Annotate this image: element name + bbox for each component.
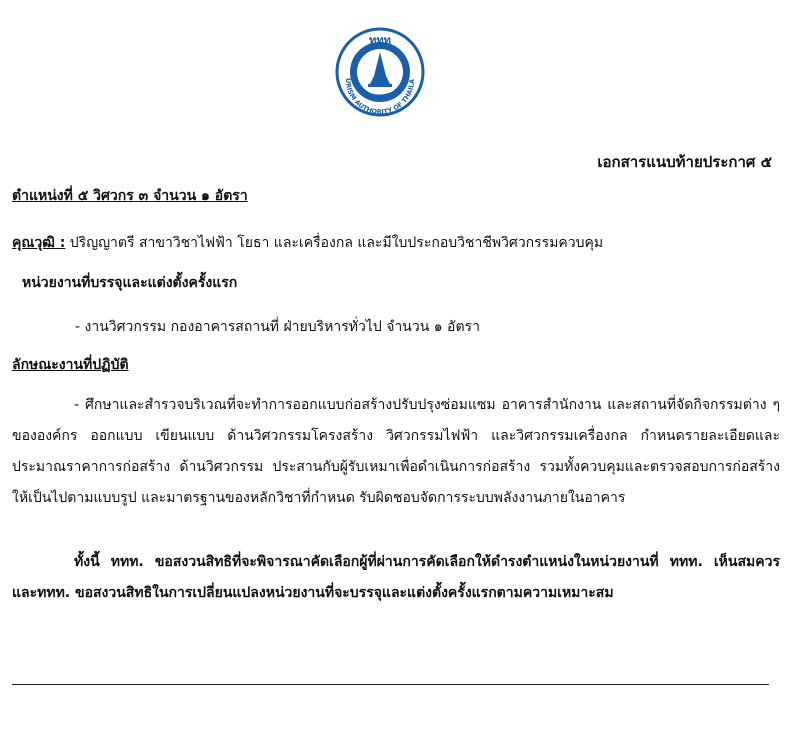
- logo-arc-text: URISM AUTHORITY OF THAILA: [343, 78, 417, 117]
- unit-heading: หน่วยงานที่บรรจุและแต่งตั้งครั้งแรก: [22, 275, 238, 291]
- annex-label: เอกสารแนบท้ายประกาศ ๕: [597, 153, 772, 171]
- qualification-text: ปริญญาตรี สาขาวิชาไฟฟ้า โยธา และเครื่องกล และมีใบประกอบวิชาชีพวิศวกรรมควบคุม: [69, 235, 604, 251]
- note-paragraph: ทั้งนี้ ททท. ขอสงวนสิทธิที่จะพิจารณาคัดเลือกผู้ที่ผ่านการคัดเลือกให้ดำรงตำแหน่งในหน่วยงานที่ ททท. เห็นสมควร และททท. ขอสงวนสิทธิในการเปลี่ยนแปลงหน่วยงานที่จะบรรจุและแต่งตั้งครั้งแรกตามความเหมาะสม: [12, 554, 780, 601]
- bottom-divider: [12, 684, 769, 685]
- qualification-line: [12, 232, 603, 254]
- duties-paragraph: - ศึกษาและสำรวจบริเวณที่จะทำการออกแบบก่อสร้างปรับปรุงซ่อมแซม อาคารสำนักงาน และสถานที่จัดกิจกรรมต่าง ๆ ขององค์กร ออกแบบ เขียนแบบ ด้านวิศวกรรมโครงสร้าง วิศวกรรมไฟฟ้า และวิศวกรรมเครื่องกล กำหนดรายละเอียดและประมาณราคาการก่อสร้าง ด้านวิศวกรรม ประสานกับผู้รับเหมาเพื่อดำเนินการก่อสร้าง รวมทั้งควบคุมและตรวจสอบการก่อสร้างให้เป็นไปตามแบบรูป และมาตรฐานของหลักวิชาที่กำหนด รับผิดชอบจัดการระบบพลังงานภายในอาคาร: [12, 397, 780, 506]
- qualification-label: คุณวุฒิ :: [12, 235, 66, 251]
- logo-letters: ททท: [369, 34, 391, 47]
- unit-item: - งานวิศวกรรม กองอาคารสถานที่ ฝ่ายบริหารทั่วไป จำนวน ๑ อัตรา: [75, 319, 480, 335]
- position-title: ตำแหน่งที่ ๕ วิศวกร ๓ จำนวน ๑ อัตรา: [12, 188, 248, 204]
- tat-logo-icon: [334, 26, 426, 126]
- duties-heading: ลักษณะงานที่ปฏิบัติ: [12, 357, 129, 373]
